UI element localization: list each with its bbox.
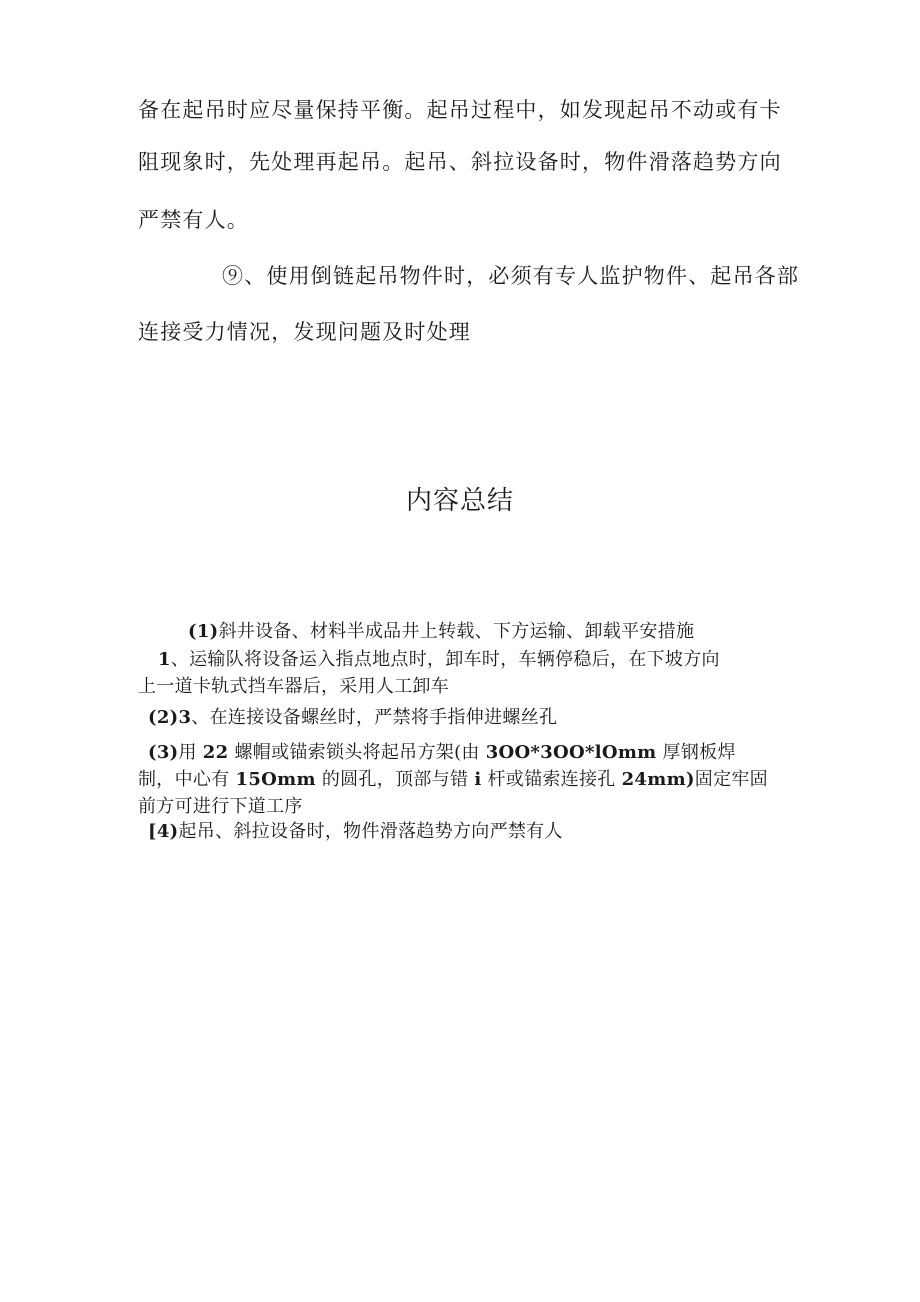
summary-item-2-text: 、运输队将设备运入指点地点时，卸车时，车辆停稳后，在下坡方向 — [170, 649, 720, 670]
body-line-1: 备在起吊时应尽量保持平衡。起吊过程中，如发现起吊不动或有卡 — [138, 98, 782, 122]
body-line-3: 严禁有人。 — [138, 208, 249, 232]
summary-item-2-number: 1 — [158, 649, 171, 670]
summary-item-5 — [148, 820, 563, 844]
summary-item-4-bold-a: 22 — [202, 742, 229, 763]
summary-item-3-number: (2)3 — [148, 707, 192, 728]
summary-item-1-number: (1) — [188, 621, 219, 642]
summary-item-4-text-b: 螺帽或锚索锁头将起吊方架(由 — [228, 742, 486, 763]
summary-item-4-bold-d: i — [474, 769, 482, 790]
summary-item-2-line-1 — [158, 648, 720, 672]
summary-item-4-line-3: 前方可进行下道工序 — [138, 796, 303, 817]
summary-item-4-bold-c: 15Omm — [235, 769, 316, 790]
summary-item-3-text: 、在连接设备螺丝时，严禁将手指伸进螺丝孔 — [191, 707, 558, 728]
body-line-4: ⑨、使用倒链起吊物件时，必须有专人监护物件、起吊各部 — [222, 264, 800, 288]
summary-item-4-text-a: 用 — [178, 742, 203, 763]
summary-item-5-number: [4) — [148, 821, 179, 842]
body-line-2: 阻现象时，先处理再起吊。起吊、斜拉设备时，物件滑落趋势方向 — [138, 150, 782, 174]
summary-item-4-line-1 — [148, 741, 736, 765]
summary-item-4-bold-b: 3OO*3OO*lOmm — [485, 742, 657, 763]
summary-item-4-number: (3) — [148, 742, 179, 763]
summary-item-2-line-2: 上一道卡轨式挡车器后，采用人工卸车 — [138, 676, 450, 697]
summary-item-4-bold-e: 24mm) — [621, 769, 695, 790]
summary-item-4-line-2 — [138, 768, 768, 792]
summary-item-4-text-d: 制，中心有 — [138, 769, 236, 790]
summary-item-4-text-f: 杆或锚索连接孔 — [481, 769, 622, 790]
summary-item-5-text: 起吊、斜拉设备时，物件滑落趋势方向严禁有人 — [178, 821, 563, 842]
summary-item-1 — [188, 620, 694, 644]
summary-item-4-text-e: 的圆孔，顶部与错 — [315, 769, 475, 790]
summary-item-4-text-c: 厚钢板焊 — [656, 742, 736, 763]
summary-title: 内容总结 — [405, 486, 514, 516]
summary-item-3 — [148, 706, 557, 730]
body-line-5: 连接受力情况，发现问题及时处理 — [138, 320, 471, 344]
summary-item-4-text-g: 固定牢固 — [694, 769, 768, 790]
summary-item-1-text: 斜井设备、材料半成品井上转载、下方运输、卸载平安措施 — [218, 621, 695, 642]
